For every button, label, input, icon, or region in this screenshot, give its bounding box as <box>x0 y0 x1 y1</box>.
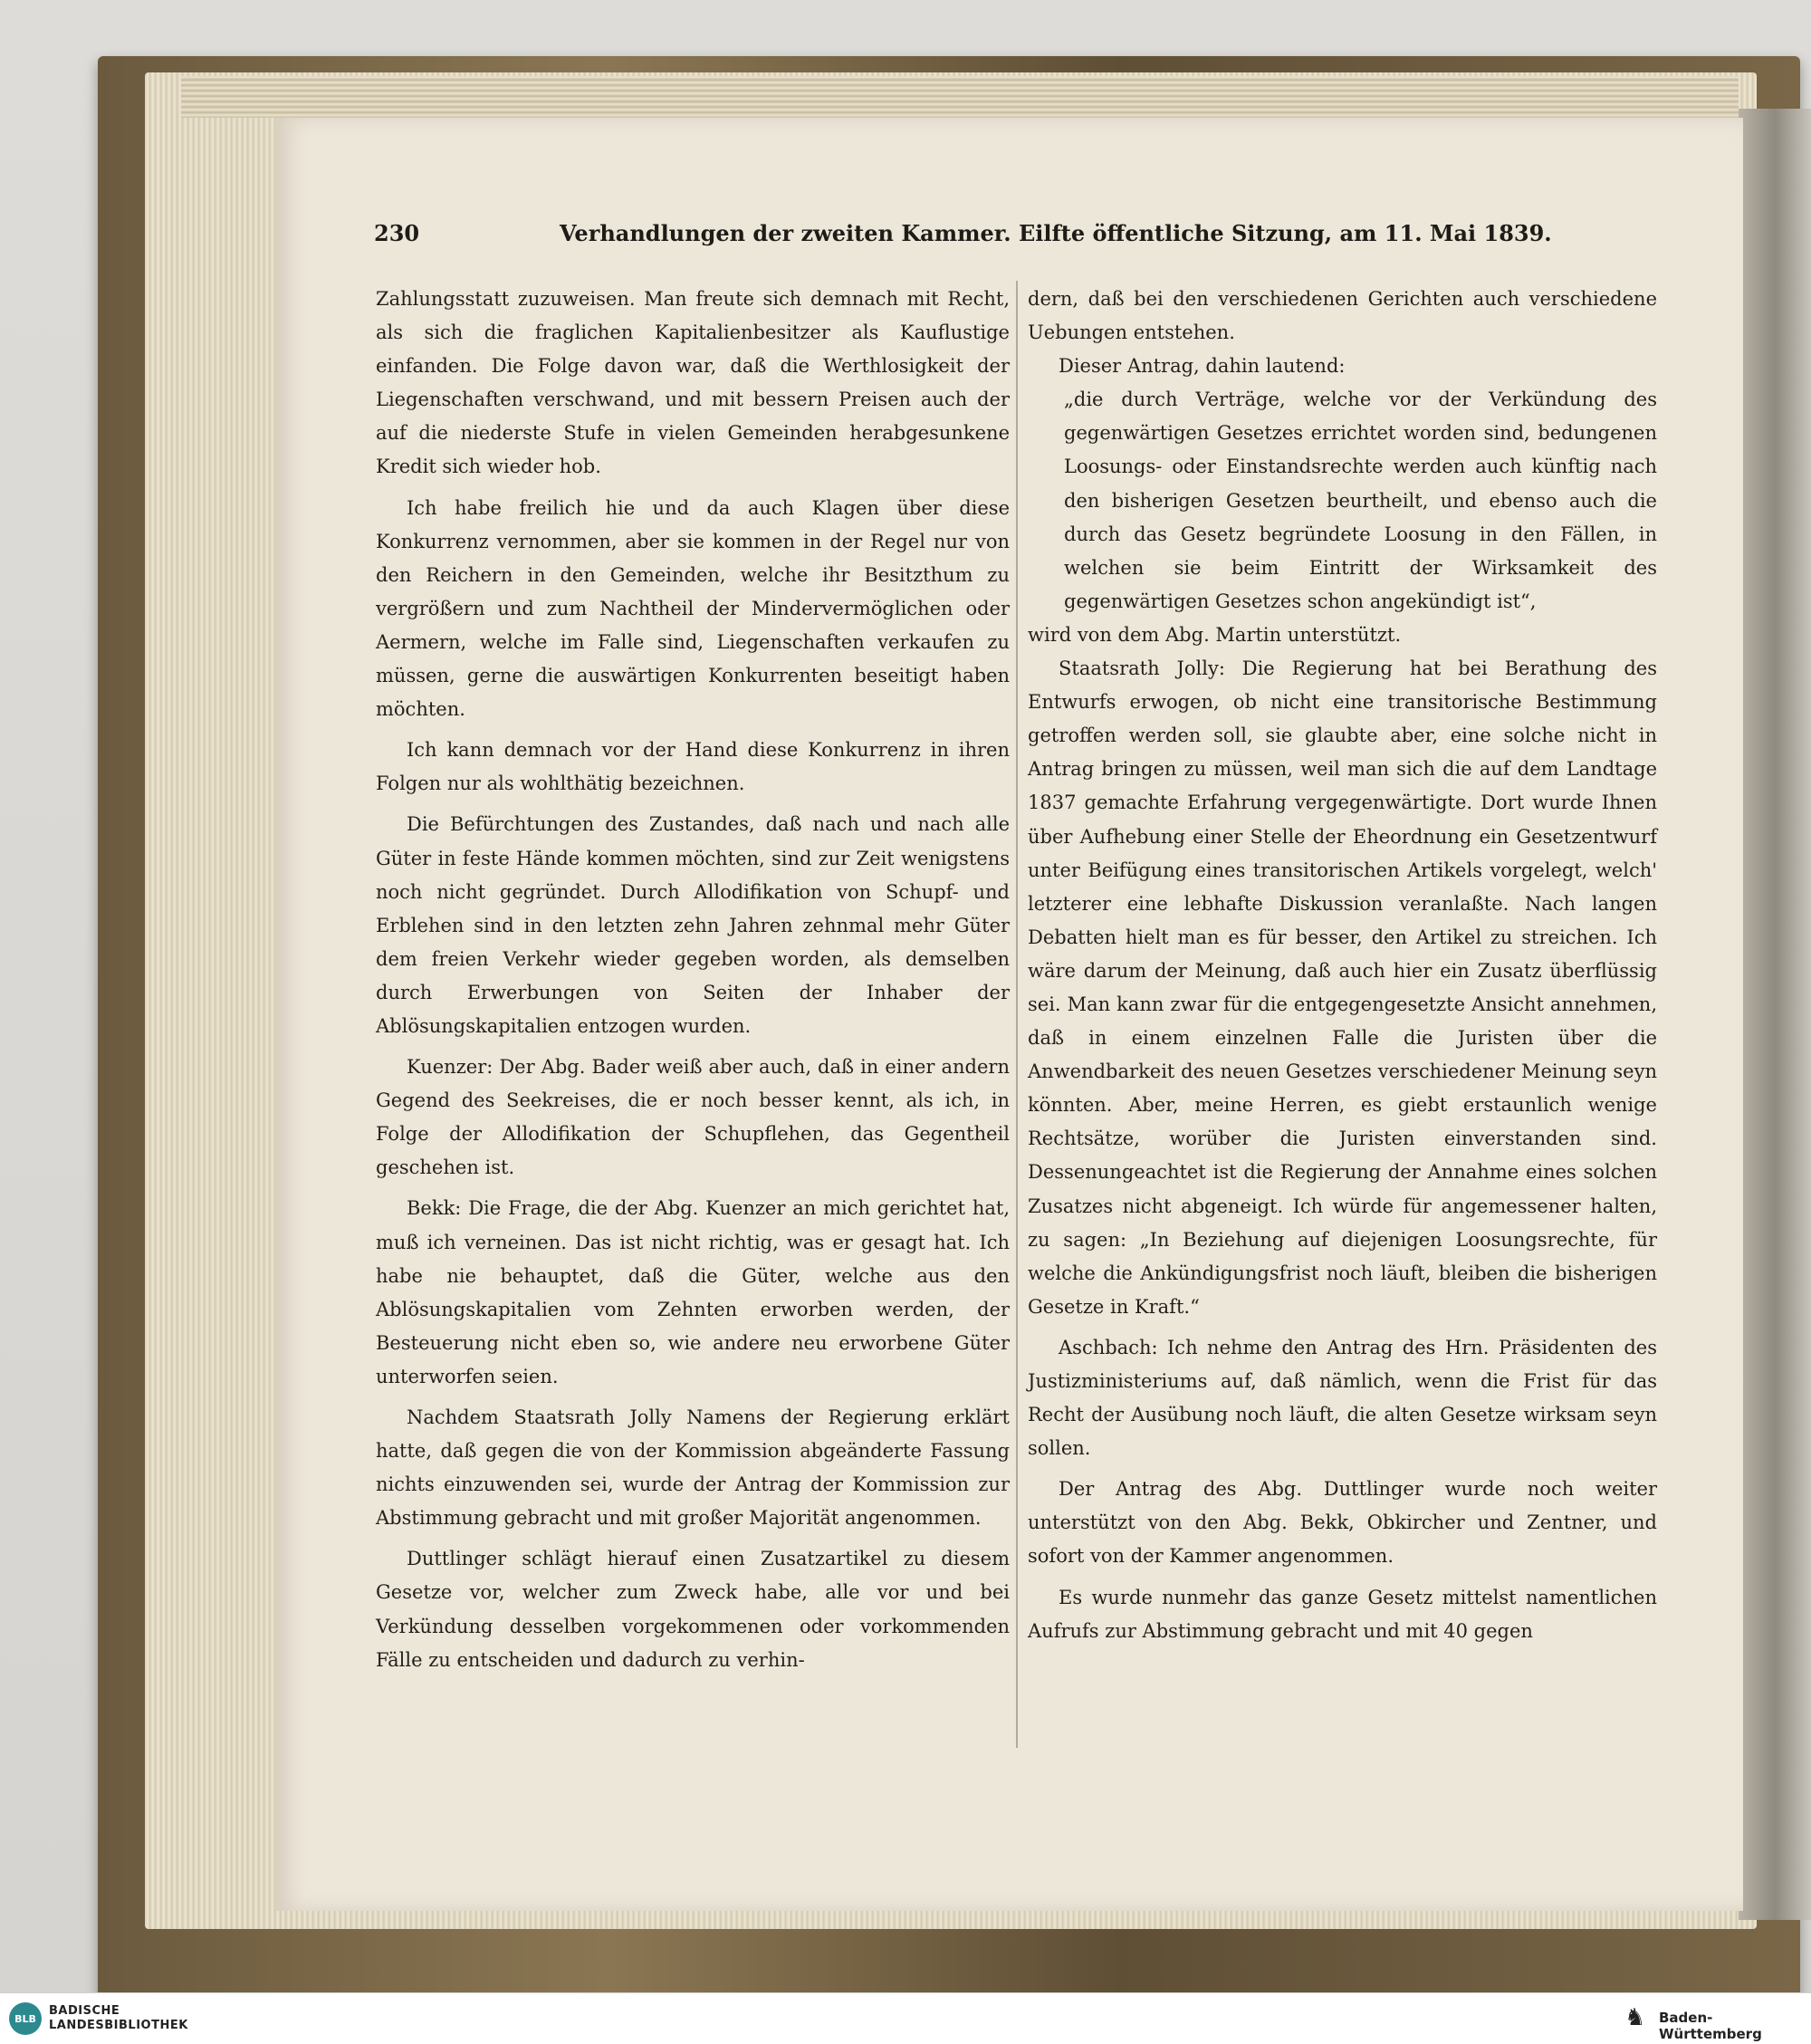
viewer-footer <box>0 1992 1811 2044</box>
column-divider <box>1016 281 1018 1748</box>
next-page-edge <box>1739 109 1811 1920</box>
wuerttemberg-stags-icon: ♞ <box>1624 2004 1646 2031</box>
page-edges-top <box>181 76 1739 118</box>
paragraph: Ich kann demnach vor der Hand diese Konkurrenz in ihren Folgen nur als wohlthätig bezeichnen. <box>376 739 1010 795</box>
blb-logo[interactable]: BLB <box>9 2002 42 2035</box>
paragraph: Kuenzer: Der Abg. Bader weiß aber auch, daß in einer andern Gegend des Seekreises, die er noch besser kennt, als ich, in Folge der Allodifikation der Schupflehen, das Gegentheil geschehen ist. <box>376 1056 1010 1179</box>
paragraph: wird von dem Abg. Martin unterstützt. <box>1028 623 1402 646</box>
paragraph: Duttlinger schlägt hierauf einen Zusatzartikel zu diesem Gesetze vor, welcher zum Zweck habe, alle vor und bei Verkündung desselben vorgekommenen oder vorkommenden Fälle zu entscheiden und dadurch zu verhin- <box>376 1548 1010 1671</box>
paragraph: dern, daß bei den verschiedenen Gerichten auch verschiedene Uebungen entstehen. <box>1028 288 1657 344</box>
running-head <box>374 220 1552 256</box>
library-name[interactable]: BADISCHE LANDESBIBLIOTHEK <box>49 2004 188 2032</box>
page-number: 230 <box>374 220 420 246</box>
state-name[interactable]: Baden-Württemberg <box>1659 2010 1762 2042</box>
quoted-motion: „die durch Verträge, welche vor der Verkündung des gegenwärtigen Gesetzes errichtet worden sind, bedungenen Loosungs- oder Einstandsrechte werden auch künftig nach den bisherigen Gesetzen beurtheilt, und ebenso auch die durch das Gesetz begründete Loosung in den Fällen, in welchen sie beim Eintritt der Wirksamkeit des gegenwärtigen Gesetzes schon angekündigt ist“, <box>1064 389 1657 612</box>
paragraph: Ich habe freilich hie und da auch Klagen über diese Konkurrenz vernommen, aber sie kommen in der Regel nur von den Reichern in den Gemeinden, welche ihr Besitzthum zu vergrößern und zum Nachtheil der Mindervermöglichen oder Aermern, welche im Falle sind, Liegenschaften verkaufen zu müssen, gerne die auswärtigen Konkurrenten beseitigt haben möchten. <box>376 496 1010 721</box>
paragraph: Der Antrag des Abg. Duttlinger wurde noch weiter unterstützt von den Abg. Bekk, Obkircher und Zentner, und sofort von der Kammer angenommen. <box>1028 1478 1657 1568</box>
right-column <box>1028 283 1657 1648</box>
paragraph: Die Befürchtungen des Zustandes, daß nach und nach alle Güter in feste Hände kommen möchten, sind zur Zeit wenigstens noch nicht gegründet. Durch Allodifikation von Schupf- und Erblehen sind in den letzten zehn Jahren zehnmal mehr Güter dem freien Verkehr wieder gegeben worden, als demselben durch Erwerbungen von Seiten der Inhaber der Ablösungskapitalien entzogen wurden. <box>376 813 1010 1037</box>
paragraph: Bekk: Die Frage, die der Abg. Kuenzer an mich gerichtet hat, muß ich verneinen. Das ist nicht richtig, was er gesagt hat. Ich habe nie behauptet, daß die Güter, welche aus den Ablösungskapitalien vom Zehnten erworben werden, der Besteuerung nicht eben so, wie andere neu erworbene Güter unterworfen seien. <box>376 1197 1010 1387</box>
paragraph: Nachdem Staatsrath Jolly Namens der Regierung erklärt hatte, daß gegen die von der Kommission abgeänderte Fassung nichts einzuwenden sei, wurde der Antrag der Kommission zur Abstimmung gebracht und mit großer Majorität angenommen. <box>376 1406 1010 1530</box>
paragraph: Staatsrath Jolly: Die Regierung hat bei Berathung des Entwurfs erwogen, ob nicht eine transitorische Bestimmung getroffen werden soll, sie glaubte aber, eine solche nicht in Antrag bringen zu müssen, weil man sich die auf dem Landtage 1837 gemachte Erfahrung vergegenwärtigte. Dort wurde Ihnen über Aufhebung einer Stelle der Eheordnung ein Gesetzentwurf unter Beifügung eines transitorischen Artikels vorgelegt, welch' letzterer eine lebhafte Diskussion veranlaßte. Nach langen Debatten hielt man es für besser, den Artikel zu streichen. Ich wäre darum der Meinung, daß auch hier ein Zusatz überflüssig sei. Man kann zwar für die entgegengesetzte Ansicht annehmen, daß in einem einzelnen Falle die Juristen über die Anwendbarkeit des neuen Gesetzes verschiedener Meinung seyn könnten. Aber, meine Herren, es giebt erstaunlich wenige Rechtsätze, worüber die Juristen einverstanden sind. Dessenungeachtet ist die Regierung der Annahme eines solchen Zusatzes nicht abgeneigt. Ich würde für angemessener halten, zu sagen: „In Beziehung auf diejenigen Loosungsrechte, für welche die Ankündigungsfrist noch läuft, bleiben die bisherigen Gesetze in Kraft.“ <box>1028 657 1657 1318</box>
paragraph: Zahlungsstatt zuzuweisen. Man freute sich demnach mit Recht, als sich die fraglichen Kapitalienbesitzer als Kauflustige einfanden. Die Folge davon war, daß die Werthlosigkeit der Liegenschaften verschwand, und mit bessern Preisen auch der auf die niederste Stufe in vielen Gemeinden herabgesunkene Kredit sich wieder hob. <box>376 288 1010 478</box>
paragraph: Aschbach: Ich nehme den Antrag des Hrn. Präsidenten des Justizministeriums auf, daß nämlich, wenn die Frist für das Recht der Ausübung noch läuft, die alten Gesetze wirksam seyn sollen. <box>1028 1336 1657 1460</box>
paragraph: Es wurde nunmehr das ganze Gesetz mittelst namentlichen Aufrufs zur Abstimmung gebracht und mit 40 gegen <box>1028 1586 1657 1642</box>
running-title: Verhandlungen der zweiten Kammer. Eilfte öffentliche Sitzung, am 11. Mai 1839. <box>560 220 1552 246</box>
left-column <box>376 283 1010 1677</box>
paragraph: Dieser Antrag, dahin lautend: <box>1059 355 1346 378</box>
